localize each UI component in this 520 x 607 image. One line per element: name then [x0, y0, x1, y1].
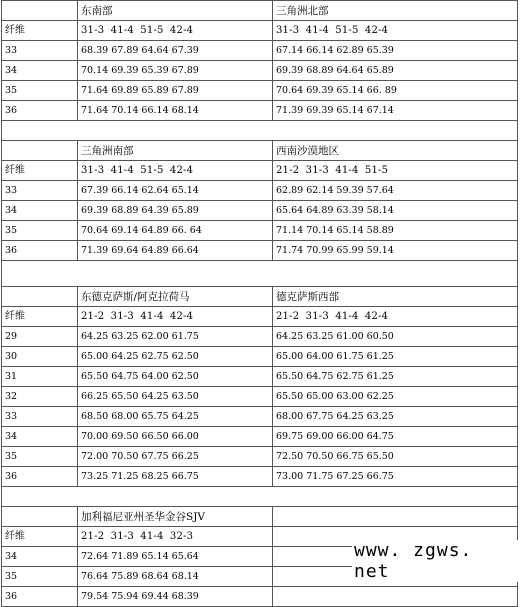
right-grade-labels: 21-2 31-3 41-4 42-4	[273, 307, 518, 327]
right-price-cell: 71.74 70.99 65.99 59.14	[273, 241, 518, 261]
staple-length-cell: 36	[2, 467, 78, 487]
table-row	[2, 407, 518, 427]
section-spacer-row	[2, 487, 518, 507]
right-region-header	[273, 507, 518, 527]
right-price-cell: 65.00 64.00 61.75 61.25	[273, 347, 518, 367]
right-price-cell: 69.75 69.00 66.00 64.75	[273, 427, 518, 447]
left-price-cell: 71.64 69.89 65.89 67.89	[78, 81, 273, 101]
left-price-cell: 68.50 68.00 65.75 64.25	[78, 407, 273, 427]
fiber-label: 纤维	[2, 21, 78, 41]
right-grade-labels: 21-2 31-3 41-4 51-5	[273, 161, 518, 181]
left-price-cell: 66.25 65.50 64.25 63.50	[78, 387, 273, 407]
left-price-cell: 71.64 70.14 66.14 68.14	[78, 101, 273, 121]
staple-length-cell: 29	[2, 327, 78, 347]
staple-length-cell: 34	[2, 427, 78, 447]
left-price-cell: 70.00 69.50 66.50 66.00	[78, 427, 273, 447]
table-row	[2, 201, 518, 221]
left-price-cell: 68.39 67.89 64.64 67.39	[78, 41, 273, 61]
grade-header-row	[2, 161, 518, 181]
left-price-cell: 70.64 69.14 64.89 66. 64	[78, 221, 273, 241]
right-price-cell: 73.00 71.75 67.25 66.75	[273, 467, 518, 487]
left-price-cell: 65.00 64.25 62.75 62.50	[78, 347, 273, 367]
staple-length-cell: 35	[2, 221, 78, 241]
staple-length-cell: 34	[2, 61, 78, 81]
table-row	[2, 327, 518, 347]
section-spacer-row	[2, 121, 518, 141]
right-price-cell: 64.25 63.25 61.00 60.50	[273, 327, 518, 347]
staple-length-cell: 33	[2, 181, 78, 201]
staple-length-cell: 34	[2, 547, 78, 567]
table-body	[2, 1, 518, 607]
left-region-header: 加利福尼亚州圣华金谷SJV	[78, 507, 273, 527]
spacer-cell	[2, 121, 518, 141]
table-row	[2, 181, 518, 201]
left-grade-labels: 21-2 31-3 41-4 32-3	[78, 527, 273, 547]
section-header-row	[2, 287, 518, 307]
table-row	[2, 81, 518, 101]
table-row	[2, 367, 518, 387]
staple-length-cell: 33	[2, 407, 78, 427]
table-row	[2, 41, 518, 61]
section-header-row	[2, 141, 518, 161]
fiber-label: 纤维	[2, 307, 78, 327]
right-price-cell: 72.50 70.50 66.75 65.50	[273, 447, 518, 467]
right-price-cell: 68.00 67.75 64.25 63.25	[273, 407, 518, 427]
right-price-cell: 65.50 64.75 62.75 61.25	[273, 367, 518, 387]
table-row	[2, 587, 518, 607]
left-price-cell: 69.39 68.89 64.39 65.89	[78, 201, 273, 221]
right-price-cell: 71.14 70.14 65.14 58.89	[273, 221, 518, 241]
table-row	[2, 241, 518, 261]
table-row	[2, 101, 518, 121]
section-header-row	[2, 507, 518, 527]
right-price-cell: 65.64 64.89 63.39 58.14	[273, 201, 518, 221]
right-price-cell: 67.14 66.14 62.89 65.39	[273, 41, 518, 61]
section-spacer-row	[2, 261, 518, 287]
staple-length-cell: 36	[2, 101, 78, 121]
right-region-header: 西南沙漠地区	[273, 141, 518, 161]
staple-length-cell: 31	[2, 367, 78, 387]
staple-length-cell: 34	[2, 201, 78, 221]
right-grade-labels: 31-3 41-4 51-5 42-4	[273, 21, 518, 41]
staple-length-cell: 36	[2, 587, 78, 607]
table-row	[2, 221, 518, 241]
corner-cell	[2, 1, 78, 21]
left-grade-labels: 21-2 31-3 41-4 42-4	[78, 307, 273, 327]
left-grade-labels: 31-3 41-4 51-5 42-4	[78, 21, 273, 41]
staple-length-cell: 35	[2, 447, 78, 467]
staple-length-cell: 32	[2, 387, 78, 407]
right-price-cell: 70.64 69.39 65.14 66. 89	[273, 81, 518, 101]
grade-header-row	[2, 21, 518, 41]
table-row	[2, 61, 518, 81]
table-row	[2, 467, 518, 487]
right-price-cell: 62.89 62.14 59.39 57.64	[273, 181, 518, 201]
right-region-header: 德克萨斯西部	[273, 287, 518, 307]
cotton-price-table	[1, 0, 518, 607]
staple-length-cell: 33	[2, 41, 78, 61]
left-price-cell: 71.39 69.64 64.89 66.64	[78, 241, 273, 261]
table-row	[2, 427, 518, 447]
left-price-cell: 64.25 63.25 62.00 61.75	[78, 327, 273, 347]
right-price-cell	[273, 587, 518, 607]
right-price-cell: 65.50 65.00 63.00 62.25	[273, 387, 518, 407]
left-region-header: 东德克萨斯/阿克拉荷马	[78, 287, 273, 307]
left-price-cell: 76.64 75.89 68.64 68.14	[78, 567, 273, 587]
table-row	[2, 447, 518, 467]
corner-cell	[2, 507, 78, 527]
right-region-header: 三角洲北部	[273, 1, 518, 21]
left-grade-labels: 31-3 41-4 51-5 42-4	[78, 161, 273, 181]
left-price-cell: 67.39 66.14 62.64 65.14	[78, 181, 273, 201]
table-row	[2, 347, 518, 367]
staple-length-cell: 35	[2, 567, 78, 587]
staple-length-cell: 30	[2, 347, 78, 367]
right-price-cell: 69.39 68.89 64.64 65.89	[273, 61, 518, 81]
left-region-header: 东南部	[78, 1, 273, 21]
fiber-label: 纤维	[2, 161, 78, 181]
staple-length-cell: 36	[2, 241, 78, 261]
left-region-header: 三角洲南部	[78, 141, 273, 161]
left-price-cell: 70.14 69.39 65.39 67.89	[78, 61, 273, 81]
left-price-cell: 73.25 71.25 68.25 66.75	[78, 467, 273, 487]
watermark: www. zgws. net	[352, 540, 520, 582]
spacer-cell	[2, 261, 518, 287]
left-price-cell: 79.54 75.94 69.44 68.39	[78, 587, 273, 607]
left-price-cell: 65.50 64.75 64.00 62.50	[78, 367, 273, 387]
staple-length-cell: 35	[2, 81, 78, 101]
section-header-row	[2, 1, 518, 21]
spacer-cell	[2, 487, 518, 507]
left-price-cell: 72.64 71.89 65.14 65.64	[78, 547, 273, 567]
table-row	[2, 387, 518, 407]
grade-header-row	[2, 307, 518, 327]
right-price-cell: 71.39 69.39 65.14 67.14	[273, 101, 518, 121]
corner-cell	[2, 141, 78, 161]
left-price-cell: 72.00 70.50 67.75 66.25	[78, 447, 273, 467]
fiber-label: 纤维	[2, 527, 78, 547]
corner-cell	[2, 287, 78, 307]
